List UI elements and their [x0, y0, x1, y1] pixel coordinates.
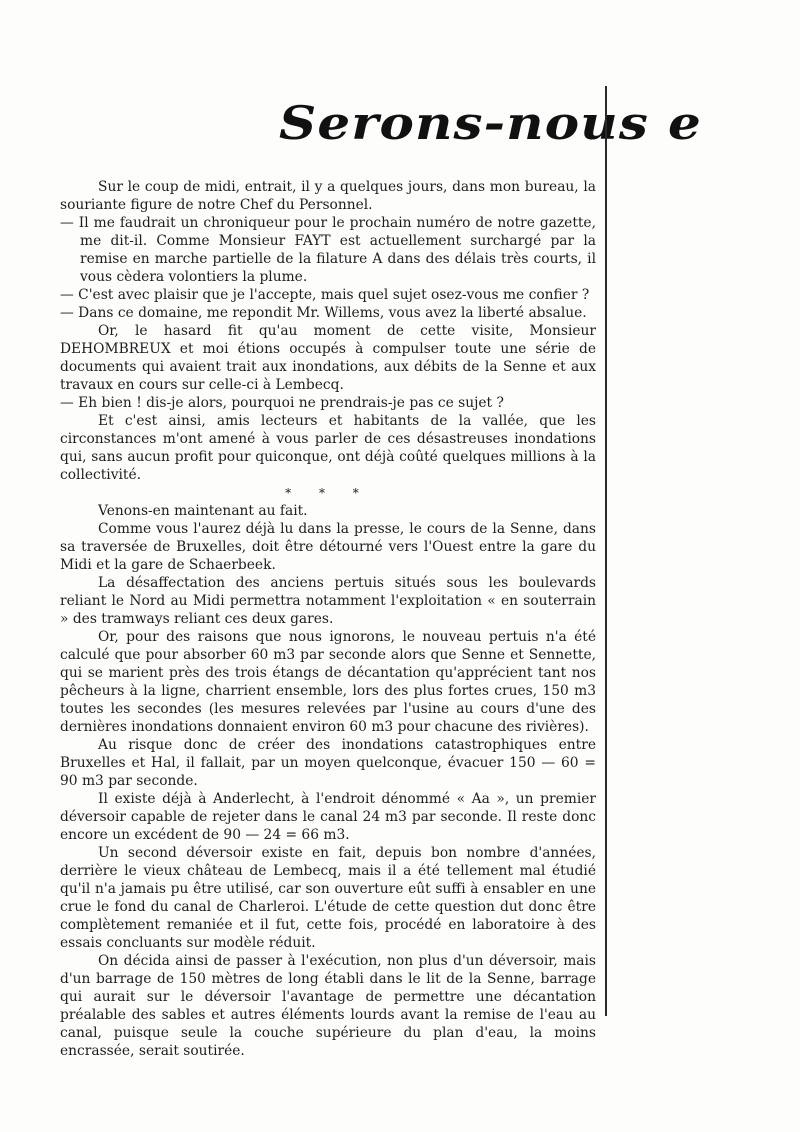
dialogue-line: — C'est avec plaisir que je l'accepte, mais quel sujet osez-vous me confier ? [60, 287, 590, 303]
paragraph: Et c'est ainsi, amis lecteurs et habitants de la vallée, que les circonstances m'ont amené à vous parler de ces désastreuses inondations qui, sans aucun profit pour quiconque, ont déjà coûté quelques millions à la collectivité. [60, 413, 596, 483]
paragraph: La désaffectation des anciens pertuis situés sous les boulevards reliant le Nord au Midi permettra notamment l'exploitation « en souterrain » des tramways reliant ces deux gares. [60, 575, 596, 627]
paragraph: Or, le hasard fit qu'au moment de cette visite, Monsieur DEHOMBREUX et moi étions occupés à compulser toute une série de documents qui avaient trait aux inondations, aux débits de la Senne et aux travaux en cours sur celle-ci à Lembecq. [60, 323, 596, 393]
dialogue-line: — Eh bien ! dis-je alors, pourquoi ne prendrais-je pas ce sujet ? [60, 395, 504, 411]
paragraph: Il existe déjà à Anderlecht, à l'endroit dénommé « Aa », un premier déversoir capable de rejeter dans le canal 24 m3 par seconde. Il reste donc encore un excédent de 90 — 24 = 66 m3. [60, 791, 596, 843]
dialogue-line: — Dans ce domaine, me repondit Mr. Willems, vous avez la liberté absalue. [60, 305, 587, 321]
paragraph: Comme vous l'aurez déjà lu dans la presse, le cours de la Senne, dans sa traversée de Bruxelles, doit être détourné vers l'Ouest entre la gare du Midi et la gare de Schaerbeek. [60, 521, 596, 573]
column-rule [605, 86, 607, 1016]
paragraph: Un second déversoir existe en fait, depuis bon nombre d'années, derrière le vieux château de Lembecq, mais il a été tellement mal étudié qu'il n'a jamais pu être utilisé, car son ouverture eût suffi à ensabler en une crue le fond du canal de Charleroi. L'étude de cette question dut donc être complètement remaniée et il fut, cette fois, procédé en laboratoire à des essais concluants sur modèle réduit. [60, 845, 596, 951]
article-body [60, 178, 596, 1060]
paragraph: Venons-en maintenant au fait. [98, 503, 308, 519]
paragraph: On décida ainsi de passer à l'exécution, non plus d'un déversoir, mais d'un barrage de 150 mètres de long établi dans le lit de la Senne, barrage qui aurait sur le déversoir l'avantage de permettre une décantation préalable des sables et autres éléments lourds avant la remise de l'eau au canal, puisque seule la couche supérieure du plan d'eau, la moins encrassée, serait soutirée. [60, 953, 596, 1059]
section-separator: * * * [285, 486, 371, 500]
paragraph: Sur le coup de midi, entrait, il y a quelques jours, dans mon bureau, la souriante figure de notre Chef du Personnel. [60, 179, 596, 213]
paragraph: Or, pour des raisons que nous ignorons, le nouveau pertuis n'a été calculé que pour absorber 60 m3 par seconde alors que Senne et Sennette, qui se marient près des trois étangs de décantation qu'apprécient tant nos pêcheurs à la ligne, charrient ensemble, lors des plus fortes crues, 150 m3 toutes les secondes (les mesures relevées par l'usine au cours d'une des dernières inondations donnaient environ 60 m3 pour chacune des rivières). [60, 629, 596, 735]
article-title: Serons-nous e [279, 96, 702, 150]
paragraph: Au risque donc de créer des inondations catastrophiques entre Bruxelles et Hal, il fallait, par un moyen quelconque, évacuer 150 — 60 = 90 m3 par seconde. [60, 737, 596, 789]
dialogue-line: — Il me faudrait un chroniqueur pour le prochain numéro de notre gazette, me dit-il. Comme Monsieur FAYT est actuellement surchargé par la remise en marche partielle de la filature A dans des délais très courts, il vous cèdera volontiers la plume. [60, 215, 596, 285]
